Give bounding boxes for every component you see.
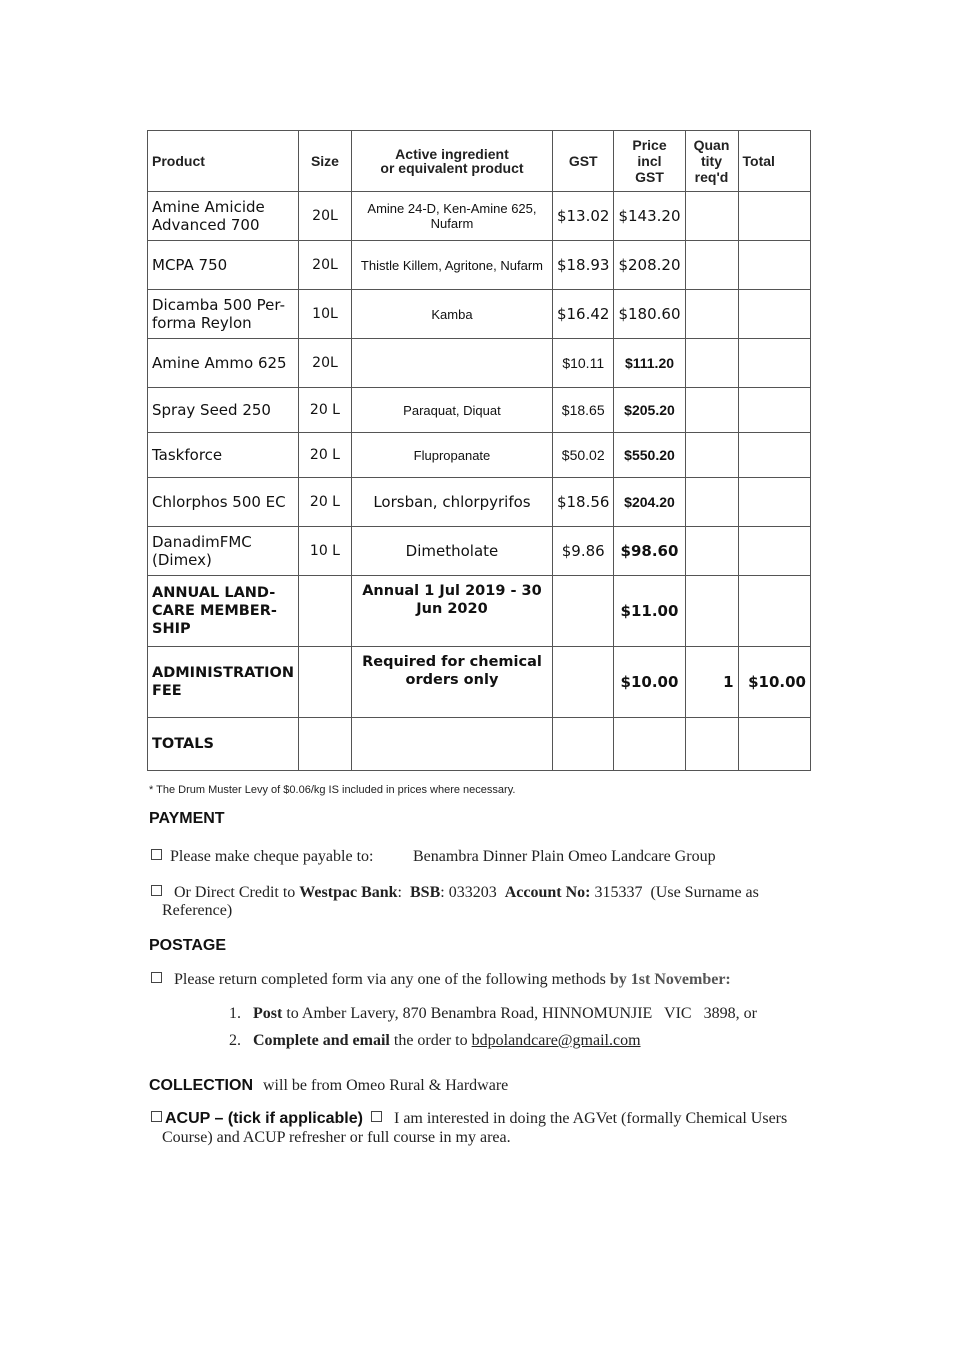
acup-interest-checkbox[interactable] [371,1111,382,1122]
acup-section [151,1109,811,1147]
price-cell: $10.00 [614,647,685,718]
totals-label: TOTALS [148,718,299,771]
bank-name: Westpac Bank [299,884,398,901]
postage-heading: POSTAGE [149,937,227,954]
postage-intro [151,971,731,989]
price-cell: $11.00 [614,576,685,647]
active-line: Required for chemical [362,654,542,670]
table-row [148,433,811,478]
quantity-input[interactable] [685,527,738,576]
table-row [148,478,811,527]
acup-checkbox[interactable] [151,1111,162,1122]
size-cell [298,576,351,647]
header-size: Size [298,131,351,192]
gst-cell: $50.02 [552,433,614,478]
product-cell [148,290,299,339]
product-name-line: forma Reylon [152,314,252,332]
product-name-line: Amine Amicide [152,198,265,216]
cheque-checkbox[interactable] [151,849,162,860]
product-name-line: ANNUAL LAND- [152,585,276,601]
header-price-line-1: Price [632,137,667,153]
credit-prefix: Or Direct Credit to [174,884,296,901]
quantity-input[interactable] [685,478,738,527]
gst-cell: $16.42 [552,290,614,339]
size-cell [298,718,351,771]
product-name-line: Dicamba 500 Per- [152,296,286,314]
cheque-label: Please make cheque payable to: [170,848,374,865]
quantity-input[interactable] [685,433,738,478]
table-header-row [148,131,811,192]
quantity-total-cell[interactable] [685,718,738,771]
size-cell: 20L [298,241,351,290]
size-cell: 20 L [298,433,351,478]
postage-intro-text: Please return completed form via any one of the following methods [174,971,606,988]
account-value: 315337 [594,884,643,901]
total-cell[interactable] [738,192,811,241]
product-name-line: (Dimex) [152,551,212,569]
table-row [148,241,811,290]
payment-heading: PAYMENT [149,810,225,827]
size-cell: 10L [298,290,351,339]
price-cell: $205.20 [614,388,685,433]
product-cell: Amine Ammo 625 [148,339,299,388]
active-cell [351,339,552,388]
collection-text: will be from Omeo Rural & Hardware [263,1077,509,1094]
product-name-line: CARE MEMBER- [152,603,277,619]
active-line: Amine 24-D, Ken-Amine 625, [367,201,537,216]
grand-total-cell[interactable] [738,718,811,771]
gst-cell: $18.65 [552,388,614,433]
product-name-line: Advanced 700 [152,216,260,234]
email-link[interactable]: bdpolandcare@gmail.com [471,1032,641,1049]
product-cell [148,527,299,576]
header-total: Total [738,131,811,192]
gst-cell: $18.56 [552,478,614,527]
product-order-table [147,130,811,771]
active-line: Jun 2020 [416,601,488,617]
price-cell: $204.20 [614,478,685,527]
active-cell [351,647,552,718]
gst-cell [552,576,614,647]
price-cell: $550.20 [614,433,685,478]
cheque-payee: Benambra Dinner Plain Omeo Landcare Group [413,848,716,865]
table-row [148,192,811,241]
header-active-ingredient [351,131,552,192]
size-cell: 20 L [298,478,351,527]
credit-suffix: (Use Surname as [650,884,759,901]
postage-method-2 [229,1032,641,1050]
quantity-input[interactable] [685,388,738,433]
total-cell[interactable] [738,576,811,647]
total-cell[interactable] [738,290,811,339]
header-price-incl-gst [614,131,685,192]
postage-checkbox[interactable] [151,972,162,983]
table-row [148,576,811,647]
quantity-input[interactable] [685,241,738,290]
active-cell: Lorsban, chlorpyrifos [351,478,552,527]
header-price-line-3: GST [635,169,664,185]
total-cell[interactable]: $10.00 [738,647,811,718]
price-cell: $98.60 [614,527,685,576]
active-cell: Flupropanate [351,433,552,478]
size-cell: 20 L [298,388,351,433]
header-qty-line-2: tity [701,153,722,169]
total-cell[interactable] [738,388,811,433]
total-cell[interactable] [738,339,811,388]
total-cell[interactable] [738,433,811,478]
quantity-input[interactable] [685,192,738,241]
price-total-cell[interactable] [614,718,685,771]
price-cell: $208.20 [614,241,685,290]
active-cell: Thistle Killem, Agritone, Nufarm [351,241,552,290]
table-row [148,388,811,433]
product-name-line: ADMINISTRATION [152,665,294,681]
collection-line [149,1077,508,1095]
size-cell [298,647,351,718]
list-number: 2. [229,1032,241,1049]
gst-cell [552,647,614,718]
postage-deadline: by 1st November: [609,971,731,988]
header-qty-line-1: Quan [693,137,730,153]
price-cell: $143.20 [614,192,685,241]
active-cell: Dimetholate [351,527,552,576]
gst-total-cell[interactable] [552,718,614,771]
table-row-totals [148,718,811,771]
gst-cell: $9.86 [552,527,614,576]
size-cell: 20L [298,339,351,388]
quantity-input[interactable] [685,576,738,647]
acup-label: ACUP – (tick if applicable) [165,1110,363,1127]
quantity-input[interactable] [685,290,738,339]
method-label: Post [253,1005,283,1022]
acup-text-line-2: Course) and ACUP refresher or full course in my area. [162,1129,511,1146]
email-prefix: the order to [393,1032,468,1049]
header-gst: GST [552,131,614,192]
active-cell: Kamba [351,290,552,339]
header-product: Product [148,131,299,192]
gst-cell: $18.93 [552,241,614,290]
header-active-line-2: or equivalent product [380,160,524,176]
list-number: 1. [229,1005,241,1022]
direct-credit-checkbox[interactable] [151,885,162,896]
post-address: to Amber Lavery, 870 Benambra Road, HINNOMUNJIE VIC 3898, or [286,1005,757,1022]
price-cell: $111.20 [614,339,685,388]
bsb-label: BSB [410,884,441,901]
header-quantity [685,131,738,192]
active-cell: Paraquat, Diquat [351,388,552,433]
header-active-line-1: Active ingredient [395,146,509,162]
payment-cheque-option [151,848,716,866]
product-name-line: SHIP [152,621,191,637]
gst-cell: $10.11 [552,339,614,388]
method-label: Complete and email [253,1032,390,1049]
price-cell: $180.60 [614,290,685,339]
account-label: Account No: [504,884,591,901]
size-cell: 20L [298,192,351,241]
total-cell[interactable] [738,241,811,290]
product-cell: Spray Seed 250 [148,388,299,433]
product-cell: Taskforce [148,433,299,478]
quantity-input[interactable] [685,339,738,388]
acup-text-line-1: I am interested in doing the AGVet (formally Chemical Users [393,1110,788,1127]
collection-heading: COLLECTION [149,1077,253,1094]
bsb-value: 033203 [448,884,497,901]
active-line: orders only [405,672,499,688]
drum-muster-note: * The Drum Muster Levy of $0.06/kg IS included in prices where necessary. [149,784,516,796]
active-line: Annual 1 Jul 2019 - 30 [362,583,542,599]
postage-method-1 [229,1005,757,1023]
table-row [148,527,811,576]
table-row [148,647,811,718]
product-cell [148,647,299,718]
total-cell[interactable] [738,478,811,527]
product-cell [148,576,299,647]
product-cell: MCPA 750 [148,241,299,290]
table-row [148,290,811,339]
active-cell [351,718,552,771]
product-name-line: DanadimFMC [152,533,252,551]
active-cell [351,192,552,241]
product-cell [148,192,299,241]
gst-cell: $13.02 [552,192,614,241]
header-qty-line-3: req'd [694,169,729,185]
quantity-input[interactable]: 1 [685,647,738,718]
credit-suffix-2: Reference) [162,902,233,919]
size-cell: 10 L [298,527,351,576]
header-price-line-2: incl [637,153,662,169]
product-name-line: FEE [152,683,182,699]
active-line: Nufarm [430,216,474,231]
product-cell: Chlorphos 500 EC [148,478,299,527]
active-cell [351,576,552,647]
table-row [148,339,811,388]
total-cell[interactable] [738,527,811,576]
payment-credit-option: Or Direct Credit to Westpac Bank: BSB: 033203 Account No: 315337 (Use Surname as Reference) [151,884,791,920]
